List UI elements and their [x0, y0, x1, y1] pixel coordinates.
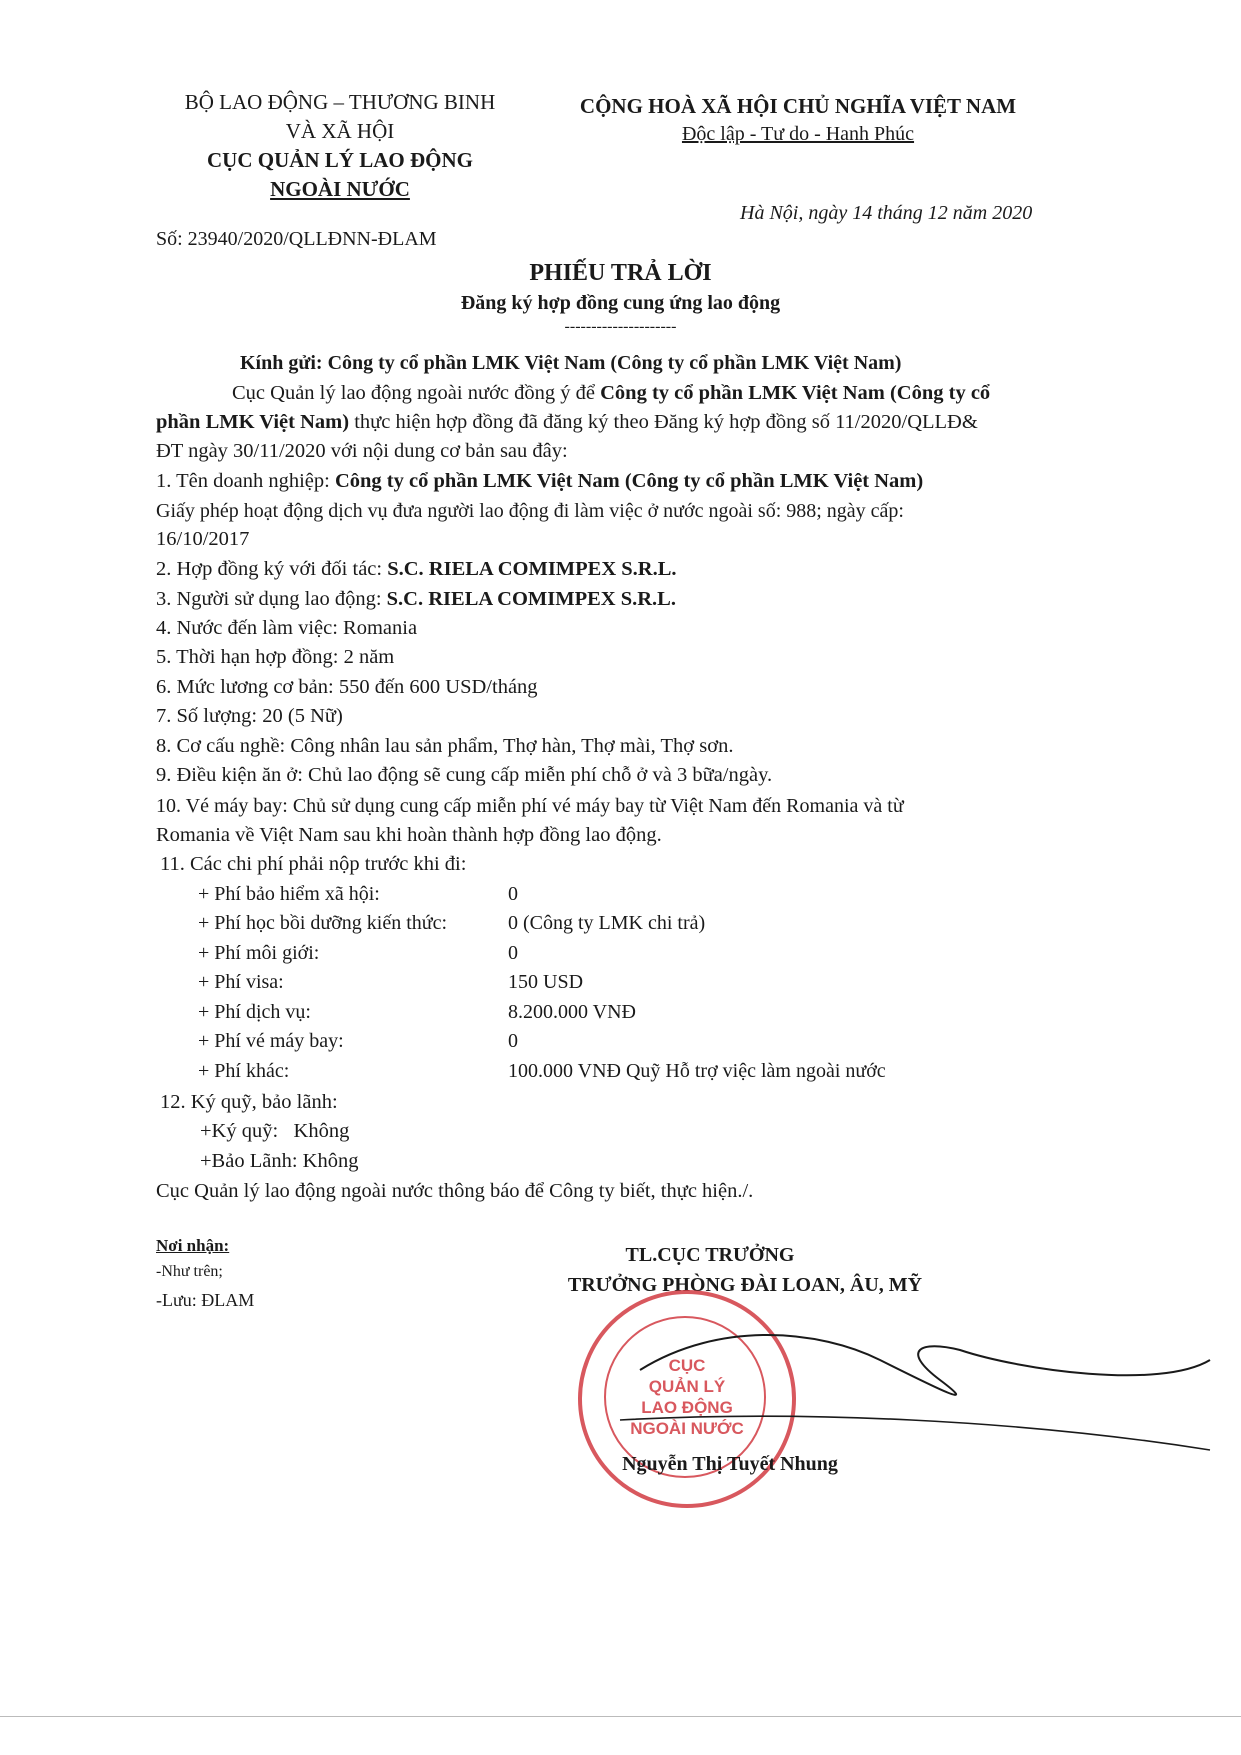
national-header: [548, 92, 1048, 148]
fee-label: + Phí môi giới:: [198, 942, 320, 964]
fee-value: 150 USD: [508, 971, 584, 993]
seal-text-2: QUẢN LÝ: [648, 1377, 726, 1396]
addressee: Kính gửi: Công ty cổ phần LMK Việt Nam (Công ty cổ phần LMK Việt Nam): [240, 352, 902, 374]
item-12: 12. Ký quỹ, bảo lãnh:: [160, 1091, 338, 1113]
seal-text-1: CỤC: [668, 1356, 706, 1375]
closing-line: Cục Quản lý lao động ngoài nước thông báo để Công ty biết, thực hiện./.: [156, 1180, 754, 1202]
item-7: 7. Số lượng: 20 (5 Nữ): [156, 705, 343, 727]
ministry-line-2: VÀ XÃ HỘI: [285, 119, 395, 143]
signer-name: Nguyễn Thị Tuyết Nhung: [622, 1453, 838, 1475]
item-10-line-2: Romania về Việt Nam sau khi hoàn thành hợp đồng lao động.: [156, 824, 662, 846]
item-11: 11. Các chi phí phải nộp trước khi đi:: [160, 853, 467, 875]
item-4: 4. Nước đến làm việc: Romania: [156, 617, 418, 639]
item-6: 6. Mức lương cơ bản: 550 đến 600 USD/tháng: [156, 676, 538, 698]
item-5: 5. Thời hạn hợp đồng: 2 năm: [156, 646, 395, 668]
seal-text-3: LAO ĐỘNG: [641, 1398, 733, 1417]
license-line-1: Giấy phép hoạt động dịch vụ đưa người lao động đi làm việc ở nước ngoài số: 988; ngày cấp:: [156, 500, 904, 522]
recipients-heading: Nơi nhận:: [156, 1236, 230, 1255]
document-subtitle: Đăng ký hợp đồng cung ứng lao động: [460, 292, 781, 314]
department-line-1: CỤC QUẢN LÝ LAO ĐỘNG: [206, 148, 473, 172]
ministry-line-1: BỘ LAO ĐỘNG – THƯƠNG BINH: [184, 90, 496, 114]
item-8: 8. Cơ cấu nghề: Công nhân lau sản phẩm, Thợ hàn, Thợ mài, Thợ sơn.: [156, 735, 734, 757]
title-divider: ---------------------: [564, 318, 677, 335]
recipient-line-2: -Lưu: ĐLAM: [156, 1290, 255, 1310]
fee-label: + Phí vé máy bay:: [198, 1030, 344, 1052]
fee-value: 0 (Công ty LMK chi trả): [508, 912, 706, 934]
fee-value: 100.000 VNĐ Quỹ Hỗ trợ việc làm ngoài nước: [508, 1060, 886, 1082]
item-3: 3. Người sử dụng lao động: S.C. RIELA COMIMPEX S.R.L.: [156, 588, 676, 610]
signer-title-1: TL.CỤC TRƯỞNG: [625, 1244, 795, 1266]
nation-name: CỘNG HOÀ XÃ HỘI CHỦ NGHĨA VIỆT NAM: [579, 94, 1017, 118]
intro-line-1: Cục Quản lý lao động ngoài nước đồng ý để Công ty cổ phần LMK Việt Nam (Công ty cổ: [232, 382, 991, 404]
license-line-2: 16/10/2017: [156, 528, 250, 550]
intro-line-2: phần LMK Việt Nam) thực hiện hợp đồng đã đăng ký theo Đăng ký hợp đồng số 11/2020/QLLĐ&: [156, 411, 978, 433]
fee-value: 8.200.000 VNĐ: [508, 1001, 636, 1023]
fee-label: + Phí bảo hiểm xã hội:: [198, 883, 380, 905]
fee-value: 0: [508, 1030, 518, 1052]
recipient-line-1: -Như trên;: [156, 1263, 223, 1280]
fee-label: + Phí khác:: [198, 1060, 290, 1082]
department-line-2: NGOÀI NƯỚC: [270, 177, 410, 201]
seal-text-4: NGOÀI NƯỚC: [630, 1419, 744, 1438]
item-2: 2. Hợp đồng ký với đối tác: S.C. RIELA COMIMPEX S.R.L.: [156, 558, 677, 580]
fee-value: 0: [508, 883, 518, 905]
issuing-authority: [140, 88, 540, 204]
intro-line-3: ĐT ngày 30/11/2020 với nội dung cơ bản sau đây:: [156, 440, 568, 462]
fee-label: + Phí học bồi dưỡng kiến thức:: [198, 912, 448, 934]
item-10-line-1: 10. Vé máy bay: Chủ sử dụng cung cấp miễn phí vé máy bay từ Việt Nam đến Romania và từ: [156, 795, 904, 817]
fee-label: + Phí visa:: [198, 971, 284, 993]
fee-value: 0: [508, 942, 518, 964]
guarantee-line: +Bảo Lãnh: Không: [200, 1150, 359, 1172]
item-1: 1. Tên doanh nghiệp: Công ty cổ phần LMK Việt Nam (Công ty cổ phần LMK Việt Nam): [156, 470, 924, 492]
fee-label: + Phí dịch vụ:: [198, 1001, 311, 1023]
signer-title-2: TRƯỞNG PHÒNG ĐÀI LOAN, ÂU, MỸ: [567, 1274, 923, 1296]
item-9: 9. Điều kiện ăn ở: Chủ lao động sẽ cung cấp miễn phí chỗ ở và 3 bữa/ngày.: [156, 764, 773, 786]
deposit-line: +Ký quỹ: Không: [200, 1120, 350, 1142]
document-number: Số: 23940/2020/QLLĐNN-ĐLAM: [156, 228, 437, 250]
document-title: PHIẾU TRẢ LỜI: [529, 260, 712, 286]
national-motto: Độc lập - Tư do - Hanh Phúc: [681, 123, 915, 145]
issue-date: Hà Nội, ngày 14 tháng 12 năm 2020: [740, 202, 1033, 224]
page-edge-line: [0, 1716, 1241, 1717]
handwritten-signature: [600, 1300, 1220, 1460]
